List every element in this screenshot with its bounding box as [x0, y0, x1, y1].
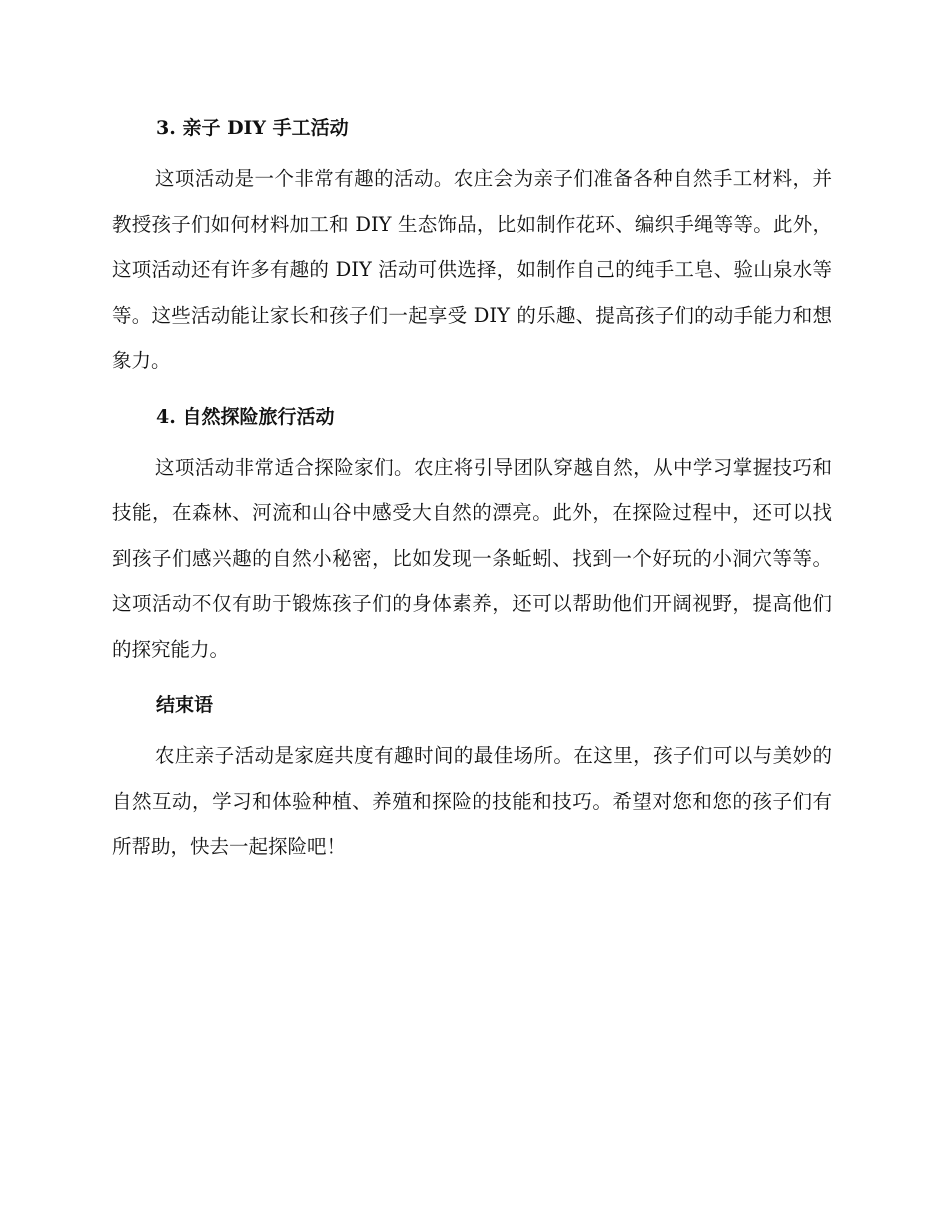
spacer [112, 722, 832, 733]
section-paragraph-conclusion: 农庄亲子活动是家庭共度有趣时间的最佳场所。在这里，孩子们可以与美妙的自然互动，学习和体验种植、养殖和探险的技能和技巧。希望对您和您的孩子们有所帮助，快去一起探险吧！ [112, 744, 832, 858]
spacer [112, 145, 832, 156]
section-heading-conclusion: 结束语 [156, 694, 214, 716]
section-paragraph-diy: 这项活动是一个非常有趣的活动。农庄会为亲子们准备各种自然手工材料，并教授孩子们如何材料加工和 DIY 生态饰品，比如制作花环、编织手绳等等。此外，这项活动还有许多有趣的 DIY 活动可供选择，如制作自己的纯手工皂、验山泉水等等。这些活动能让家长和孩子们一起享受 DIY 的乐趣、提高孩子们的动手能力和想象力。 [112, 167, 832, 372]
spacer [112, 384, 832, 400]
document-body [112, 111, 832, 870]
spacer [112, 672, 832, 688]
section-heading-adventure: 4. 自然探险旅行活动 [156, 405, 335, 428]
section-heading-diy: 3. 亲子 DIY 手工活动 [156, 117, 349, 139]
section-paragraph-adventure: 这项活动非常适合探险家们。农庄将引导团队穿越自然，从中学习掌握技巧和技能，在森林、河流和山谷中感受大自然的漂亮。此外，在探险过程中，还可以找到孩子们感兴趣的自然小秘密，比如发现一条蚯蚓、找到一个好玩的小洞穴等等。这项活动不仅有助于锻炼孩子们的身体素养，还可以帮助他们开阔视野，提高他们的探究能力。 [112, 455, 832, 661]
spacer [112, 434, 832, 445]
